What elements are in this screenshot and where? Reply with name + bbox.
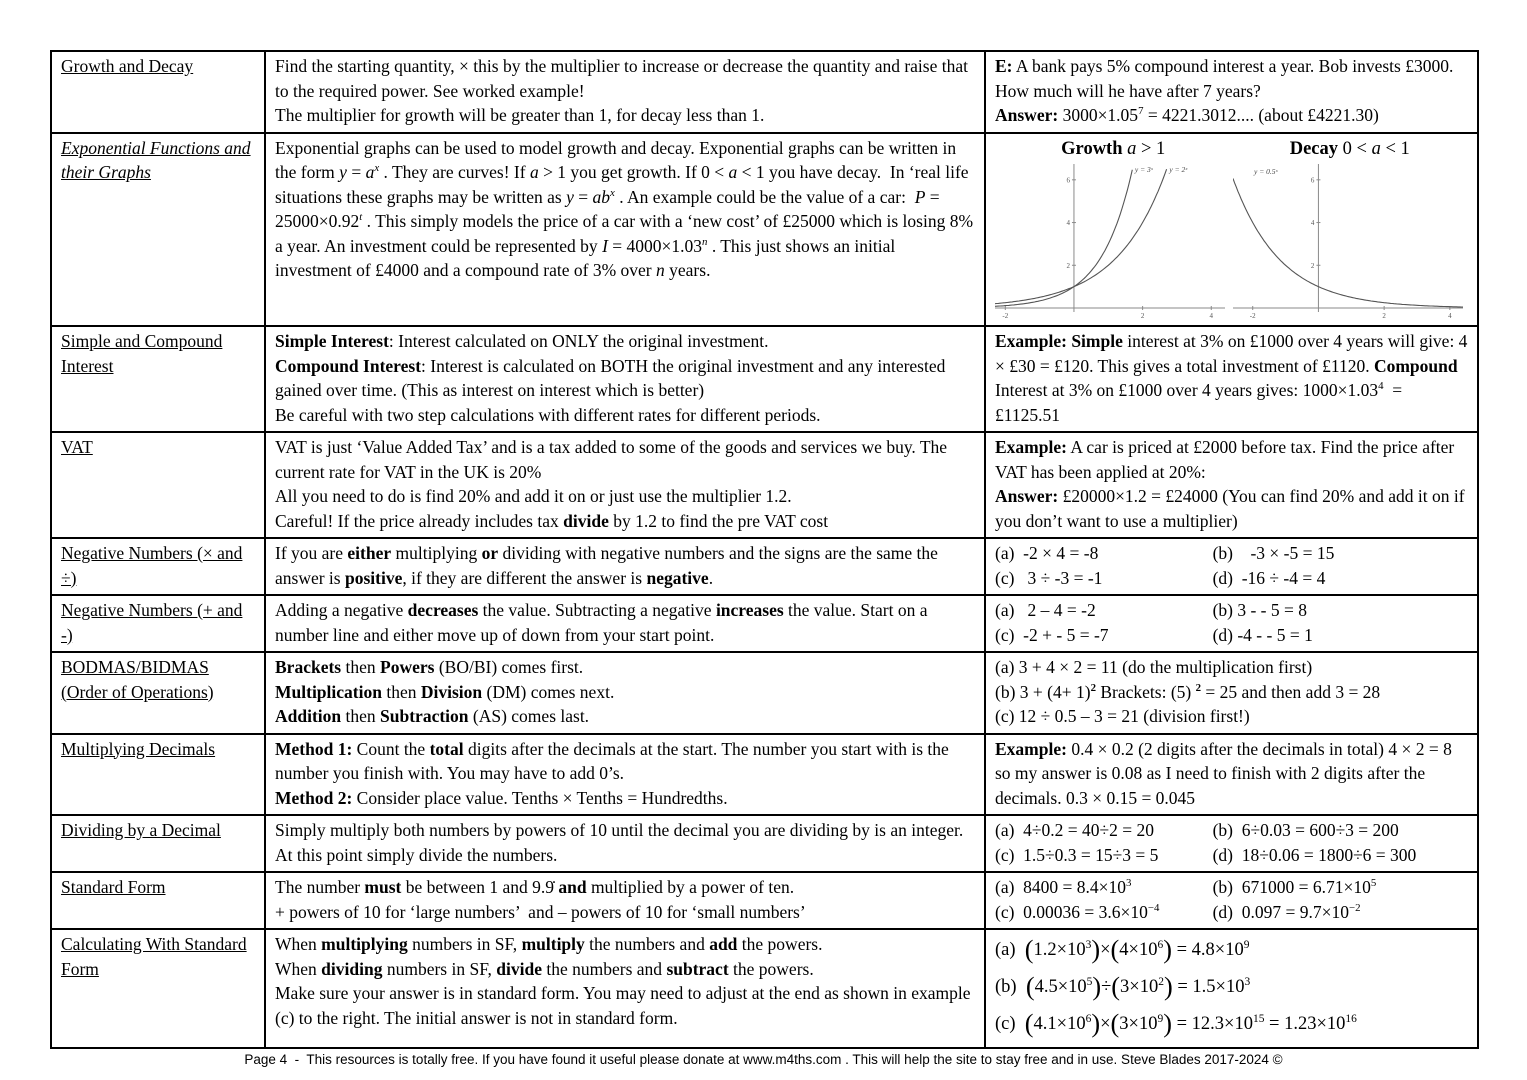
decay-graph bbox=[1233, 163, 1463, 321]
svg-text:4: 4 bbox=[1448, 312, 1452, 320]
topic-cell bbox=[51, 326, 265, 432]
svg-text:y = 0.5ˣ: y = 0.5ˣ bbox=[1254, 167, 1278, 176]
graph-title-decay: Decay 0 < a < 1 bbox=[1289, 138, 1410, 159]
example-item: (a) 2 – 4 = -2 bbox=[995, 600, 1096, 620]
explanation-cell bbox=[265, 929, 985, 1048]
explanation-cell bbox=[265, 133, 985, 327]
topic-cell bbox=[51, 815, 265, 872]
explanation-cell bbox=[265, 595, 985, 652]
text-line: Simply multiply both numbers by powers of 10 until the decimal you are dividing by is an integer. At this point simply divide the numbers. bbox=[275, 820, 967, 865]
text-line bbox=[995, 900, 1468, 925]
table-row bbox=[51, 872, 1478, 929]
example-item: (a) 4÷0.2 = 40÷2 = 20 bbox=[995, 820, 1154, 840]
text-line: Brackets then Powers (BO/BI) comes first. bbox=[275, 657, 584, 677]
text-line: Make sure your answer is in standard form. You may need to adjust at the end as shown in example (c) to the right. The initial answer is not in standard form. bbox=[275, 983, 975, 1028]
revision-table bbox=[50, 50, 1479, 1049]
svg-text:-2: -2 bbox=[1249, 312, 1256, 320]
text-line: The number must be between 1 and 9.9̇ and multiplied by a power of ten. bbox=[275, 877, 795, 897]
example-cell bbox=[985, 538, 1478, 595]
example-cell bbox=[985, 51, 1478, 133]
example-cell bbox=[985, 872, 1478, 929]
table-row bbox=[51, 734, 1478, 816]
text-line: When multiplying numbers in SF, multiply the numbers and add the powers. bbox=[275, 934, 823, 954]
example-cell bbox=[985, 652, 1478, 734]
svg-text:6: 6 bbox=[1310, 176, 1315, 185]
text-line bbox=[995, 623, 1468, 648]
topics-table-body bbox=[51, 51, 1478, 1048]
topic-title: BODMAS/BIDMAS (Order of Operations) bbox=[61, 657, 214, 702]
text-line: Example: A car is priced at £2000 before tax. Find the price after VAT has been applied at 20%: bbox=[995, 437, 1459, 482]
example-item: (b) 3 - - 5 = 8 bbox=[1212, 600, 1308, 620]
example-item: (c) $0.00036 = 3.6\times 10^{-4}$ bbox=[995, 901, 1160, 922]
topic-title: Negative Numbers (+ and -) bbox=[61, 600, 243, 645]
topic-cell bbox=[51, 432, 265, 538]
example-item: (c) -2 + - 5 = -7 bbox=[995, 624, 1109, 645]
example-cell bbox=[985, 734, 1478, 816]
svg-text:6: 6 bbox=[1066, 176, 1070, 185]
topic-cell bbox=[51, 734, 265, 816]
text-line: (a) 3 + 4 × 2 = 11 (do the multiplication first) bbox=[995, 657, 1313, 677]
text-line bbox=[995, 598, 1468, 623]
graph-header bbox=[995, 137, 1468, 162]
table-row bbox=[51, 595, 1478, 652]
table-row bbox=[51, 133, 1478, 327]
text-line: (b) $(4.5\times 10^5)\div(3\times 10^2) = 1.5\times 10^3$ bbox=[995, 971, 1251, 1001]
text-line bbox=[995, 541, 1468, 566]
text-line: When dividing numbers in SF, divide the numbers and subtract the powers. bbox=[275, 958, 814, 979]
svg-text:2: 2 bbox=[1310, 261, 1315, 270]
text-line bbox=[995, 566, 1468, 591]
example-item: (d) -4 - - 5 = 1 bbox=[1212, 624, 1313, 645]
topic-title: Negative Numbers (× and ÷) bbox=[61, 543, 243, 588]
text-line: Example: Simple interest at 3% on £1000 over 4 years will give: 4 × £30 = £120. This gives a total investment of £1120. Compound Interest at 3% on £1000 over 4 years gives: $1000\times 1.03^4$ = £1125.51 bbox=[995, 331, 1472, 425]
explanation-cell bbox=[265, 872, 985, 929]
topic-cell bbox=[51, 538, 265, 595]
example-cell bbox=[985, 326, 1478, 432]
topic-title: VAT bbox=[61, 437, 93, 457]
table-row bbox=[51, 815, 1478, 872]
text-line: (a) $(1.2\times 10^3)\times(4\times 10^6) = 4.8\times 10^9$ bbox=[995, 934, 1250, 964]
text-line bbox=[995, 843, 1468, 868]
topic-cell bbox=[51, 51, 265, 133]
explanation-cell bbox=[265, 538, 985, 595]
text-line: Exponential graphs can be used to model growth and decay. Exponential graphs can be written in the form $y = a^x$ . They are curves! If a > 1 you get growth. If 0 < a < 1 you have decay. In ‘real life situations these graphs may be written as $y = ab^x$ . An example could be the value of a car: $P = 25000\times 0.92^t$ . This simply models the price of a car with a ‘new cost’ of £25000 which is losing 8% a year. An investment could be represented by $I = 4000\times 1.03^n$ . This just shows an initial investment of £4000 and a compound rate of 3% over n years. bbox=[275, 137, 978, 280]
svg-text:-2: -2 bbox=[1002, 312, 1009, 320]
table-row bbox=[51, 432, 1478, 538]
svg-text:y = 3ˣ: y = 3ˣ bbox=[1134, 165, 1153, 174]
topic-cell bbox=[51, 133, 265, 327]
example-item: (a) -2 × 4 = -8 bbox=[995, 543, 1099, 563]
text-line: Addition then Subtraction (AS) comes last. bbox=[275, 706, 590, 726]
explanation-cell bbox=[265, 734, 985, 816]
svg-text:2: 2 bbox=[1382, 312, 1386, 320]
topic-cell bbox=[51, 929, 265, 1048]
text-line: Simple Interest: Interest calculated on ONLY the original investment. bbox=[275, 331, 769, 351]
example-cell bbox=[985, 815, 1478, 872]
text-line: All you need to do is find 20% and add it on or just use the multiplier 1.2. bbox=[275, 486, 792, 506]
example-item: (b) 6÷0.03 = 600÷3 = 200 bbox=[1212, 820, 1399, 840]
example-cell bbox=[985, 595, 1478, 652]
explanation-cell bbox=[265, 815, 985, 872]
explanation-cell bbox=[265, 432, 985, 538]
topic-title: Dividing by a Decimal bbox=[61, 820, 221, 840]
topic-cell bbox=[51, 872, 265, 929]
topic-title: Exponential Functions and their Graphs bbox=[61, 137, 251, 182]
text-line: Answer: £20000×1.2 = £24000 (You can find 20% and add it on if you don’t want to use a multiplier) bbox=[995, 486, 1469, 531]
svg-text:4: 4 bbox=[1310, 219, 1315, 228]
text-line: (c) 12 ÷ 0.5 – 3 = 21 (division first!) bbox=[995, 706, 1250, 726]
text-line: If you are either multiplying or dividing with negative numbers and the signs are the same the answer is positive, if they are different the answer is negative. bbox=[275, 543, 943, 588]
example-item: (d) $0.097 = 9.7\times 10^{-2}$ bbox=[1212, 901, 1361, 922]
text-line: E: A bank pays 5% compound interest a year. Bob invests £3000. How much will he have after 7 years? bbox=[995, 56, 1458, 101]
example-item: (c) 3 ÷ -3 = -1 bbox=[995, 567, 1103, 588]
topic-cell bbox=[51, 595, 265, 652]
topic-title: Calculating With Standard Form bbox=[61, 934, 247, 979]
svg-text:y = 2ˣ: y = 2ˣ bbox=[1169, 165, 1188, 174]
topic-cell bbox=[51, 652, 265, 734]
text-line: Method 2: Consider place value. Tenths × Tenths = Hundredths. bbox=[275, 787, 728, 808]
explanation-cell bbox=[265, 326, 985, 432]
table-row bbox=[51, 326, 1478, 432]
explanation-cell bbox=[265, 51, 985, 133]
text-line: (c) $(4.1\times 10^6)\times(3\times 10^9) = 12.3\times 10^{15} = 1.23\times 10^{16}$ bbox=[995, 1008, 1357, 1038]
svg-text:4: 4 bbox=[1209, 312, 1214, 320]
example-item: (d) 18÷0.06 = 1800÷6 = 300 bbox=[1212, 844, 1417, 865]
text-line: Answer: $3000\times 1.05^7 = 4221.3012$.... (about £4221.30) bbox=[995, 105, 1379, 125]
example-item: (d) -16 ÷ -4 = 4 bbox=[1212, 567, 1326, 588]
text-line: Careful! If the price already includes tax divide by 1.2 to find the pre VAT cost bbox=[275, 510, 829, 531]
svg-text:4: 4 bbox=[1066, 219, 1070, 228]
text-line: + powers of 10 for ‘large numbers’ and – powers of 10 for ‘small numbers’ bbox=[275, 901, 806, 922]
page-footer: Page 4 - This resources is totally free. If you have found it useful please donate at www.m4ths.com . This will help the site to stay free and in use. Steve Blades 2017-2024 © bbox=[244, 1052, 1283, 1067]
topic-title: Growth and Decay bbox=[61, 56, 194, 76]
topic-title: Standard Form bbox=[61, 877, 166, 897]
example-item: (b) -3 × -5 = 15 bbox=[1212, 543, 1335, 563]
topic-title: Multiplying Decimals bbox=[61, 738, 216, 759]
text-line: Compound Interest: Interest is calculated on BOTH the original investment and any interested gained over time. (This as interest on interest which is better) bbox=[275, 355, 950, 400]
example-item: (a) $8400 = 8.4\times 10^3$ bbox=[995, 877, 1132, 897]
example-cell bbox=[985, 432, 1478, 538]
graph-title-growth: Growth a > 1 bbox=[1061, 138, 1166, 159]
text-line: Method 1: Count the total digits after the decimals at the start. The number you start with is the number you finish with. You may have to add 0’s. bbox=[275, 738, 954, 783]
explanation-cell bbox=[265, 652, 985, 734]
growth-graph bbox=[995, 163, 1225, 321]
example-cell bbox=[985, 133, 1478, 327]
svg-text:2: 2 bbox=[1066, 261, 1070, 270]
text-line: Adding a negative decreases the value. Subtracting a negative increases the value. Start on a number line and either move up of down from your start point. bbox=[275, 600, 932, 645]
table-row bbox=[51, 51, 1478, 133]
text-line: Example: 0.4 × 0.2 (2 digits after the decimals in total) 4 × 2 = 8 so my answer is 0.08 as I need to finish with 2 digits after the decimals. 0.3 × 0.15 = 0.045 bbox=[995, 738, 1457, 808]
text-line: (b) $3 + (4+ 1)^2$ Brackets: (5) $^2$ = 25 and then add 3 = 28 bbox=[995, 681, 1381, 702]
svg-text:2: 2 bbox=[1140, 312, 1145, 320]
exponential-graphs bbox=[995, 163, 1468, 321]
text-line: The multiplier for growth will be greater than 1, for decay less than 1. bbox=[275, 105, 765, 125]
text-line: VAT is just ‘Value Added Tax’ and is a tax added to some of the goods and services we buy. The current rate for VAT in the UK is 20% bbox=[275, 437, 952, 482]
text-line: Multiplication then Division (DM) comes next. bbox=[275, 681, 615, 702]
text-line bbox=[995, 875, 1468, 900]
text-line: Find the starting quantity, × this by the multiplier to increase or decrease the quantity and raise that to the required power. See worked example! bbox=[275, 56, 973, 101]
example-cell bbox=[985, 929, 1478, 1048]
table-row bbox=[51, 538, 1478, 595]
example-item: (b) $671000 = 6.71\times 10^5$ bbox=[1212, 877, 1377, 897]
topic-title: Simple and Compound Interest bbox=[61, 331, 223, 376]
example-item: (c) 1.5÷0.3 = 15÷3 = 5 bbox=[995, 844, 1159, 865]
text-line: Be careful with two step calculations with different rates for different periods. bbox=[275, 404, 821, 425]
table-row bbox=[51, 652, 1478, 734]
text-line bbox=[995, 818, 1468, 843]
table-row bbox=[51, 929, 1478, 1048]
